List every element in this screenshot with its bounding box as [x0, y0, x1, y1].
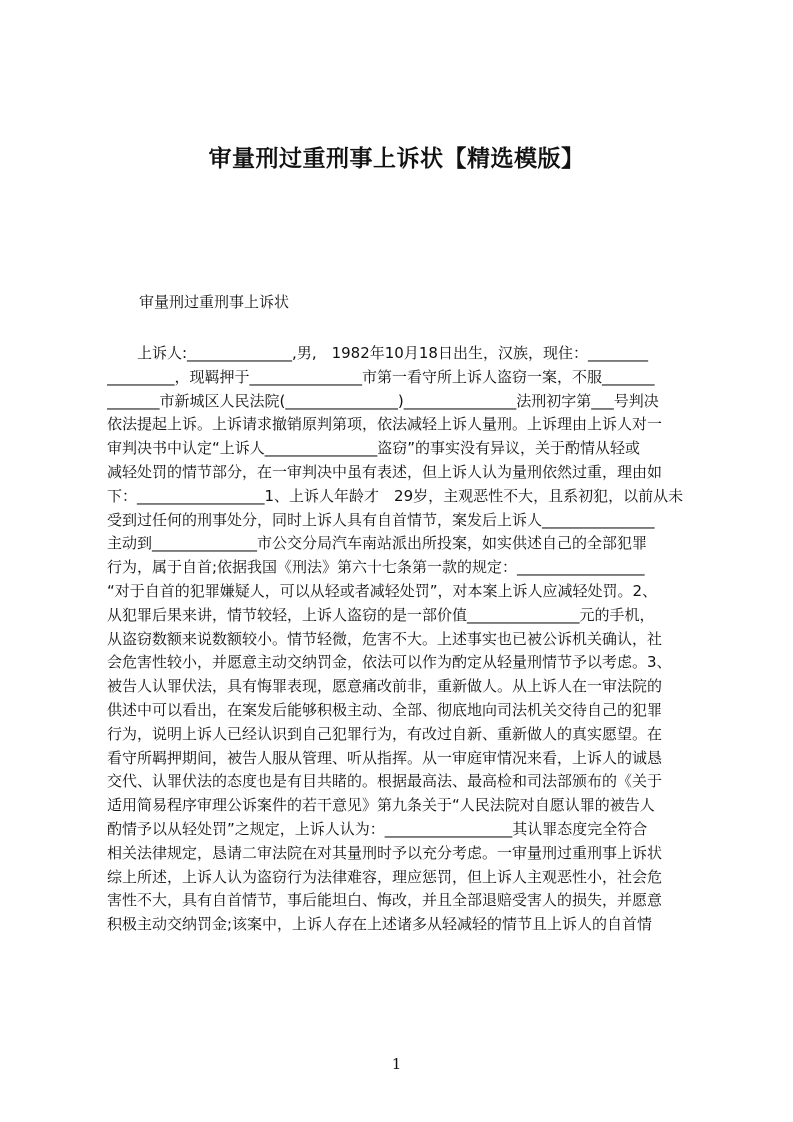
body-line: _______市新城区人民法院(_______________)_______________法刑初字第___号判决	[107, 391, 659, 410]
body-line: 综上所述，上诉人认为盗窃行为法律难容，理应惩罚，但上诉人主观恶性小，社会危	[107, 867, 663, 886]
body-line: 积极主动交纳罚金;该案中，上诉人存在上述诸多从轻减轻的情节且上诉人的自首情	[107, 915, 653, 934]
body-line: 相关法律规定，恳请二审法院在对其量刑时予以充分考虑。一审量刑过重刑事上诉状	[107, 843, 663, 862]
body-line: “对于自首的犯罪嫌疑人，可以从轻或者减轻处罚”，对本案上诉人应减轻处罚。2、	[107, 581, 658, 600]
body-line: 减轻处罚的情节部分，在一审判决中虽有表述，但上诉人认为量刑依然过重，理由如	[107, 462, 663, 481]
body-line: _________，现羁押于_______________市第一看守所上诉人盗窃一案，不服_______	[107, 367, 655, 386]
body-line: 从犯罪后果来讲，情节较轻，上诉人盗窃的是一部价值_______________元的手机，	[107, 605, 655, 624]
body-line: 下：_________________1、上诉人年龄才 29岁，主观恶性不大，且系初犯，以前从未	[107, 486, 684, 505]
body-line: 被告人认罪伏法，具有悔罪表现，愿意痛改前非，重新做人。从上诉人在一审法院的	[107, 677, 663, 696]
body-line: 适用简易程序审理公诉案件的若干意见》第九条关于“人民法院对自愿认罪的被告人	[107, 796, 655, 815]
body-line: 主动到______________市公交分局汽车南站派出所投案，如实供述自己的全部犯罪	[107, 534, 648, 553]
body-line: 害性不大，具有自首情节，事后能坦白、悔改，并且全部退赔受害人的损失，并愿意	[107, 891, 663, 910]
body-line: 从盗窃数额来说数额较小。情节轻微，危害不大。上述事实也已被公诉机关确认，社	[107, 629, 663, 648]
body-line: 依法提起上诉。上诉请求撤销原判第项，依法减轻上诉人量刑。上诉理由上诉人对一	[107, 415, 663, 434]
body-line: 交代、认罪伏法的态度也是有目共睹的。根据最高法、最高检和司法部颁布的《关于	[107, 772, 663, 791]
body-line: 会危害性较小，并愿意主动交纳罚金，依法可以作为酌定从轻量刑情节予以考虑。3、	[107, 653, 672, 672]
body-line: 看守所羁押期间，被告人服从管理、听从指挥。从一审庭审情况来看，上诉人的诚恳	[107, 748, 663, 767]
document-subtitle: 审量刑过重刑事上诉状	[139, 293, 290, 311]
body-line: 上诉人:______________,男, 1982年10月18日出生，汉族，现住：________	[107, 344, 648, 362]
body-line: 行为，属于自首;依据我国《刑法》第六十七条第一款的规定：_________________	[107, 558, 645, 577]
body-line: 受到过任何的刑事处分，同时上诉人具有自首情节，案发后上诉人_______________	[107, 510, 655, 529]
body-line: 行为，说明上诉人已经认识到自己犯罪行为，有改过自新、重新做人的真实愿望。在	[107, 724, 663, 743]
body-line: 供述中可以看出，在案发后能够积极主动、全部、彻底地向司法机关交待自己的犯罪	[107, 700, 663, 719]
document-body	[107, 342, 699, 937]
body-line: 审判决书中认定“上诉人_______________盗窃”的事实没有异议，关于酌情从轻或	[107, 439, 641, 458]
document-title: 审量刑过重刑事上诉状【精选模版】	[208, 146, 585, 172]
page-number: 1	[391, 1055, 402, 1073]
body-line: 酌情予以从轻处罚”之规定，上诉人认为：_________________其认罪态度完全符合	[107, 819, 648, 838]
